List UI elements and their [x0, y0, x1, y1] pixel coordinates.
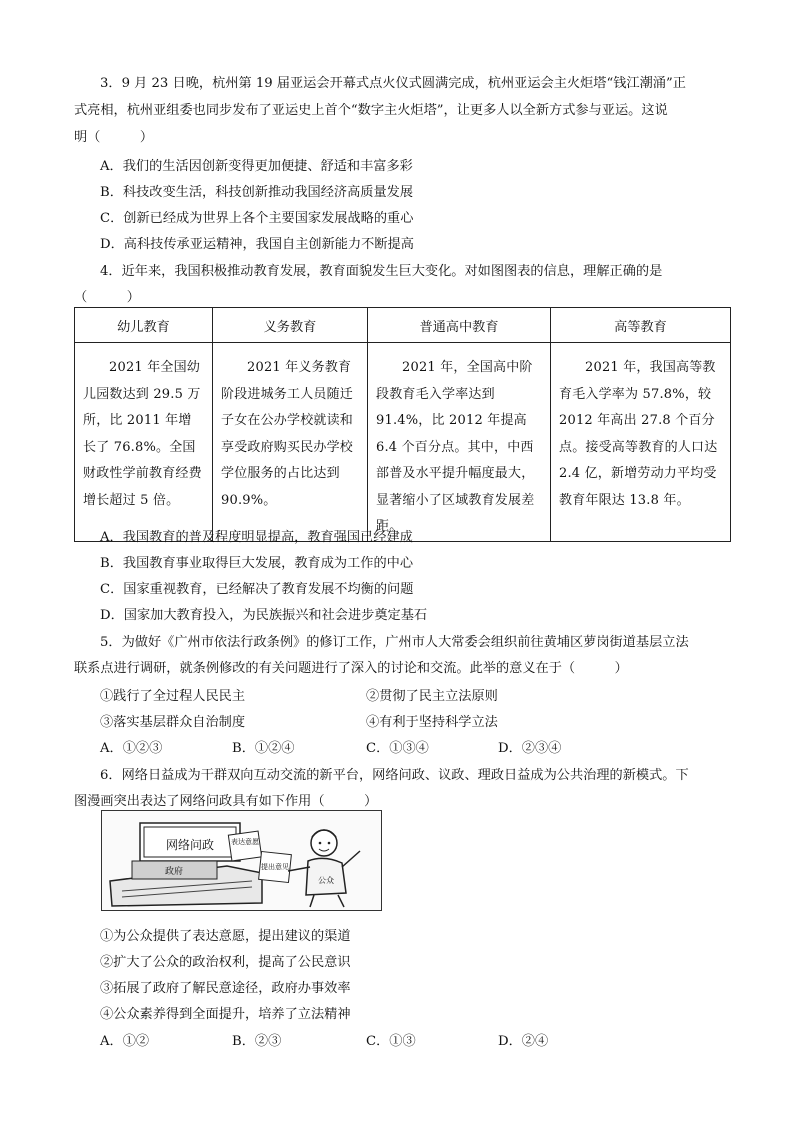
- q5-item-3: ③落实基层群众自治制度: [100, 715, 246, 730]
- cartoon-image: [101, 810, 382, 911]
- cartoon-paper-1-text: 表达意愿: [231, 838, 259, 846]
- q3-option-b: B．科技改变生活，科技创新推动我国经济高质量发展: [100, 185, 414, 200]
- q5-stem-line-2: 联系点进行调研，就条例修改的有关问题进行了深入的讨论和交流。此举的意义在于（ ）: [74, 661, 628, 676]
- table-cell-high-school: [368, 343, 551, 542]
- q3-stem-line-3: 明（ ）: [74, 130, 154, 145]
- table-cell-text: 2021 年，全国高中阶段教育毛入学率达到 91.4%，比 2012 年提高 6.4 个百分点。其中，中西部普及水平提升幅度最大，显著缩小了区域教育发展差距。: [376, 360, 535, 534]
- q6-choice-a: A．①②: [100, 1034, 150, 1049]
- q4-option-a: A．我国教育的普及程度明显提高，教育强国已经建成: [100, 530, 413, 545]
- table-header-preschool: 幼儿教育: [75, 308, 213, 343]
- table-cell-text: 2021 年全国幼儿园数达到 29.5 万所，比 2011 年增长了 76.8%。全国财政性学前教育经费增长超过 5 倍。: [83, 360, 202, 508]
- q4-stem-line-2: （ ）: [74, 290, 140, 305]
- cartoon-paper-2-text: 提出意见: [261, 863, 289, 871]
- table-header-compulsory: 义务教育: [213, 308, 368, 343]
- table-cell-preschool: [75, 343, 213, 542]
- q6-choice-c: C．①③: [366, 1034, 416, 1049]
- table-cell-higher-education: [551, 343, 731, 542]
- cartoon-sign-text: 网络问政: [165, 838, 215, 852]
- q6-item-3: ③拓展了政府了解民意途径，政府办事效率: [100, 981, 351, 996]
- q5-choice-d: D．②③④: [498, 741, 562, 756]
- q6-stem-line-1: 6．网络日益成为干群双向互动交流的新平台，网络问政、议政、理政日益成为公共治理的新模式。下: [100, 768, 689, 783]
- q4-option-d: D．国家加大教育投入，为民族振兴和社会进步奠定基石: [100, 608, 428, 623]
- q3-option-a: A．我们的生活因创新变得更加便捷、舒适和丰富多彩: [100, 159, 413, 174]
- q3-option-c: C．创新已经成为世界上各个主要国家发展战略的重心: [100, 211, 414, 226]
- q5-item-4: ④有利于坚持科学立法: [366, 715, 498, 730]
- q6-item-4: ④公众素养得到全面提升，培养了立法精神: [100, 1007, 351, 1022]
- q5-choice-a: A．①②③: [100, 741, 163, 756]
- education-table: [74, 307, 731, 542]
- table-header-higher-education: 高等教育: [551, 308, 731, 343]
- q3-option-d: D．高科技传承亚运精神，我国自主创新能力不断提高: [100, 237, 414, 252]
- q6-item-1: ①为公众提供了表达意愿，提出建议的渠道: [100, 929, 351, 944]
- table-cell-text: 2021 年义务教育阶段进城务工人员随迁子女在公办学校就读和享受政府购买民办学校学位服务的占比达到 90.9%。: [221, 360, 354, 508]
- table-header-high-school: 普通高中教育: [368, 308, 551, 343]
- cartoon-drawing: [102, 811, 381, 910]
- cartoon-person-text: 公众: [318, 876, 334, 885]
- q5-choice-b: B．①②④: [232, 741, 295, 756]
- q4-stem-line-1: 4．近年来，我国积极推动教育发展，教育面貌发生巨大变化。对如图图表的信息，理解正确的是: [100, 264, 663, 279]
- q3-stem-line-1: 3．9 月 23 日晚，杭州第 19 届亚运会开幕式点火仪式圆满完成，杭州亚运会主火炬塔“钱江潮涌”正: [100, 76, 686, 91]
- q6-stem-line-2: 图漫画突出表达了网络问政具有如下作用（ ）: [74, 794, 378, 809]
- q5-stem-line-1: 5．为做好《广州市依法行政条例》的修订工作，广州市人大常委会组织前往黄埔区萝岗街道基层立法: [100, 635, 689, 650]
- table-cell-compulsory: [213, 343, 368, 542]
- q6-item-2: ②扩大了公众的政治权利，提高了公民意识: [100, 955, 351, 970]
- table-cell-text: 2021 年，我国高等教育毛入学率为 57.8%，较 2012 年高出 27.8 个百分点。接受高等教育的人口达 2.4 亿，新增劳动力平均受教育年限达 13.8 年。: [559, 360, 718, 508]
- q5-item-2: ②贯彻了民主立法原则: [366, 689, 498, 704]
- q4-option-c: C．国家重视教育，已经解决了教育发展不均衡的问题: [100, 582, 414, 597]
- cartoon-desk-text: 政府: [164, 867, 184, 877]
- q5-item-1: ①践行了全过程人民民主: [100, 689, 246, 704]
- q6-choice-b: B．②③: [232, 1034, 282, 1049]
- q6-choice-d: D．②④: [498, 1034, 549, 1049]
- q3-stem-line-2: 式亮相，杭州亚组委也同步发布了亚运史上首个“数字主火炬塔”，让更多人以全新方式参与亚运。这说: [74, 103, 668, 118]
- q5-choice-c: C．①③④: [366, 741, 429, 756]
- q4-option-b: B．我国教育事业取得巨大发展，教育成为工作的中心: [100, 556, 414, 571]
